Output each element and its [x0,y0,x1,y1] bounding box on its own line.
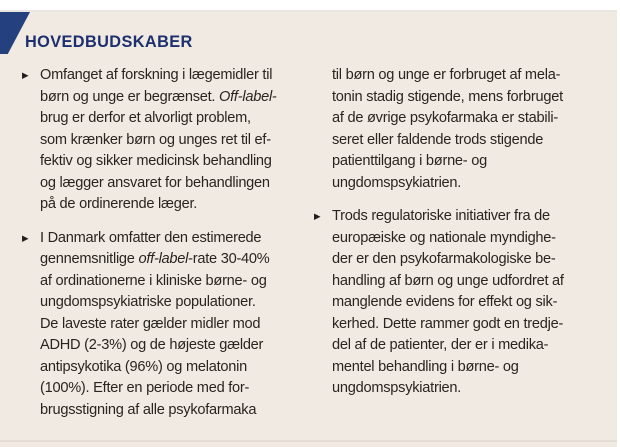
text-segment: I Danmark omfatter den estimerede [40,229,262,246]
text-segment: og lægger ansvaret for behandlingen [40,174,270,191]
text-segment: europæiske og nationale myndighe- [332,229,556,246]
text-line [332,292,607,314]
text-segment: brugsstigning af alle psykofarmaka [40,401,257,418]
text-line [40,228,314,250]
text-line [332,206,607,228]
text-segment: af ordinationerne i kliniske børne- og [40,272,267,289]
text-line [332,173,607,195]
text-line [332,228,607,250]
text-line [40,151,314,173]
text-line [40,87,314,109]
text-line [40,357,314,379]
text-segment: mentel behandling i børne- og [332,358,519,375]
text-segment: handling af børn og unge udfordret af [332,272,564,289]
italic-text-segment: Off-label- [219,88,277,105]
column-right [314,65,607,433]
text-line [332,65,607,87]
text-line [40,335,314,357]
text-line [40,249,314,271]
italic-text-segment: off-label [138,251,189,267]
text-line [332,314,607,336]
text-segment: på de ordinerende læger. [40,196,198,212]
text-segment: ADHD (2-3%) og de højeste gælder [40,337,264,353]
text-segment: Trods regulatoriske initiativer fra de [332,208,550,224]
text-line [40,378,314,400]
text-line [40,108,314,130]
text-segment: børn og unge er begrænset. [40,88,220,105]
text-segment: til børn og unge er forbruget af mela- [332,67,561,83]
bullet-triangle-icon: ▶ [22,232,29,243]
text-segment: antipsykotika (96%) og melatonin [40,358,247,375]
text-segment: ungdomspsykiatriske populationer. [40,294,256,310]
bottom-edge-line [0,440,617,442]
text-line [40,194,314,216]
text-segment: (100%). Efter en periode med for- [40,380,250,396]
key-messages-box [0,10,617,447]
text-line [40,271,314,293]
bullet-item [22,65,314,216]
text-line [332,378,607,400]
text-segment: ungdomspsykiatrien. [332,174,462,191]
bullet-triangle-icon: ▶ [22,70,29,80]
bullet-text [40,65,314,216]
text-segment: manglende evidens for effekt og sik- [332,294,558,310]
page-title: HOVEDBUDSKABER [25,32,193,51]
bullet-triangle-icon: ▶ [314,211,321,221]
text-line [40,130,314,152]
text-segment: der er den psykofarmakologiske be- [332,251,556,267]
text-line [332,130,607,152]
text-segment: fektiv og sikker medicinsk behandling [40,153,272,169]
bullet-item [22,228,314,422]
text-segment: Omfanget af forskning i lægemidler til [40,67,273,83]
text-line [40,314,314,336]
text-segment: patienttilgang i børne- og [332,153,487,169]
bullet-item [314,206,607,400]
text-segment: af de øvrige psykofarmaka er stabili- [332,110,558,126]
bullet-spacer [314,65,332,194]
text-line [332,357,607,379]
bullet-text [40,228,314,422]
text-segment: De laveste rater gælder midler mod [40,315,261,332]
text-line [332,151,607,173]
text-segment: tonin stadig stigende, mens forbruget [332,88,563,105]
text-line [332,249,607,271]
bullet-text [332,206,607,400]
columns-container [22,65,607,433]
text-line [332,108,607,130]
text-line [40,173,314,195]
text-segment: gennemsnitlige [40,251,139,267]
bullet-text [332,65,607,194]
bullet-continuation [314,65,607,194]
text-segment: ungdomspsykiatrien. [332,380,462,396]
column-left [22,65,314,433]
text-segment: brug er derfor et alvorligt problem, [40,110,251,126]
text-segment: kerhed. Dette rammer godt en tredje- [332,315,564,332]
text-line [40,292,314,314]
text-line [40,400,314,422]
text-line [40,65,314,87]
text-line [332,335,607,357]
text-segment: del af de patienter, der er i medika- [332,337,549,353]
text-segment: -rate 30-40% [188,251,270,267]
text-segment: seret eller faldende trods stigende [332,131,544,148]
text-line [332,87,607,109]
text-segment: som krænker børn og unges ret til ef- [40,131,271,148]
text-line [332,271,607,293]
